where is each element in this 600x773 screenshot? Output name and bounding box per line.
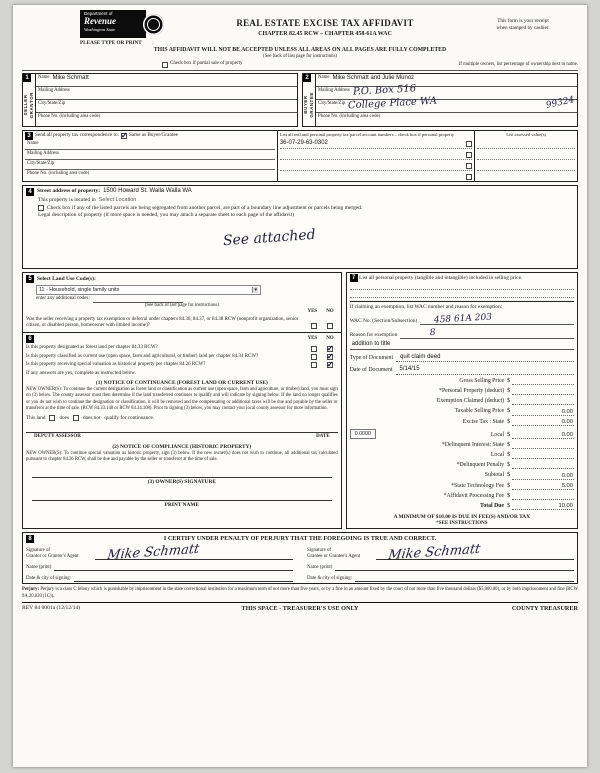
- tax-correspondence-section: [22, 130, 578, 182]
- total-due-label: Total Due: [479, 503, 505, 510]
- tax-computation-section: [346, 272, 578, 529]
- dollar-sign: $: [507, 387, 510, 394]
- assessed-value-field-2[interactable]: [477, 149, 575, 160]
- segregated-label: Check box if any of the listed parcels are being segregated from another parcel, are part of a boundary line adjustment or parcels being merged.: [47, 204, 363, 211]
- section-7-badge: 7: [350, 274, 358, 282]
- fee-row-exemption: [350, 398, 574, 405]
- see-back-note: (See back of last page for instructions): [262, 54, 338, 60]
- see-instructions-note: *SEE INSTRUCTIONS: [436, 521, 488, 527]
- section-6-badge: 6: [26, 335, 34, 343]
- logo-state-text: Washington State: [84, 26, 116, 32]
- type-of-document-field[interactable]: quit claim deed: [396, 354, 574, 363]
- buyer-side-label: BUYER GRANTEE: [303, 91, 315, 118]
- form-title: REAL ESTATE EXCISE TAX AFFIDAVIT: [236, 18, 414, 28]
- excise-tax-state-value: 0.00: [512, 419, 574, 426]
- delinquent-interest-local-field[interactable]: [512, 452, 574, 459]
- grantee-name-print-label: Name (print): [307, 565, 333, 571]
- partial-sale-checkbox[interactable]: [162, 62, 168, 68]
- receipt-note: [468, 10, 578, 31]
- please-type-label: PLEASE TYPE OR PRINT: [80, 39, 142, 46]
- qualify-label: qualify for continuance.: [104, 414, 155, 421]
- legal-description-label: Legal description of property (if more space is needed, you may attach a separate sheet to each page of the affidavit): [38, 212, 294, 219]
- assessed-values-header: List assessed value(s): [506, 131, 547, 137]
- fee-row-total: [350, 503, 574, 510]
- grantor-signature-label: Signature of Grantor or Grantor's Agent: [26, 548, 79, 560]
- forest-no-checkbox[interactable]: [327, 346, 333, 352]
- perjury-label: Perjury:: [22, 587, 40, 593]
- buyer-grantee-section: [302, 73, 578, 127]
- location-select[interactable]: Select Location: [98, 196, 137, 203]
- compliance-paragraph: NEW OWNER(S): To continue special valuation as historic property, sign (3) below. If the new owner(s) does not wish to continue, all additional tax calculated pursuant to chapter 84.26 RCW, shall be due and payable by the seller or transferor at the time of sale.: [26, 451, 338, 463]
- historic-no-checkbox[interactable]: [327, 362, 333, 368]
- seller-phone-label: Phone No. (including area code): [38, 114, 101, 120]
- chevron-down-icon[interactable]: [252, 287, 258, 293]
- type-of-document-label: Type of Document: [349, 354, 394, 361]
- current-use-no-checkbox[interactable]: [327, 354, 333, 360]
- dollar-sign: $: [507, 472, 510, 479]
- fee-row-gross: [350, 378, 574, 385]
- sec6-yes-header: YES: [307, 336, 318, 342]
- deputy-assessor-signature-line[interactable]: [26, 423, 338, 433]
- certify-statement: I CERTIFY UNDER PENALTY OF PERJURY THAT THE FOREGOING IS TRUE AND CORRECT.: [163, 535, 437, 543]
- seller-city-label: City/State/Zip: [38, 101, 66, 107]
- exemption-block: [350, 301, 574, 349]
- treasurer-space-label: THIS SPACE - TREASURER'S USE ONLY: [241, 604, 359, 612]
- perjury-notice: [22, 587, 578, 599]
- grantee-signature-label: Signature of Grantee or Grantee's Agent: [307, 548, 361, 560]
- additional-codes-field[interactable]: [93, 297, 183, 303]
- does-label: does: [59, 414, 69, 421]
- fee-row-tech-fee: [350, 483, 574, 490]
- owners-signature-line[interactable]: [32, 466, 332, 478]
- wac-number-label: WAC No. (Section/Subsection): [349, 318, 418, 325]
- if-yes-note: If any answers are yes, complete as instructed below.: [26, 370, 137, 377]
- current-use-question: Is this property classified as current use (open space, farm and agricultural, or timber) land per chapter 84.34 RCW?: [26, 353, 259, 359]
- seller-name-label: Name: [38, 74, 50, 80]
- warning-line: THIS AFFIDAVIT WILL NOT BE ACCEPTED UNLESS ALL AREAS ON ALL PAGES ARE FULLY COMPLETED: [153, 47, 447, 54]
- additional-codes-label: enter any additional codes:: [36, 296, 90, 302]
- buyer-name-field[interactable]: Mike Schmatt and Julie Munoz: [332, 74, 415, 81]
- fee-row-local: [350, 429, 574, 439]
- seller-side-label: SELLER GRANTOR: [23, 91, 35, 118]
- dor-logo-box: [80, 10, 146, 38]
- sec5-see-back-note: (See back of last page for instructions): [144, 302, 219, 308]
- subtotal-label: Subtotal: [484, 472, 505, 479]
- reason-handwriting: 8: [429, 327, 437, 339]
- sec6-no-header: NO: [326, 336, 334, 342]
- grantor-signature-field[interactable]: [95, 541, 293, 564]
- section-4-badge: 4: [26, 188, 34, 196]
- section-5-badge: 5: [26, 275, 34, 283]
- deputy-assessor-label: DEPUTY ASSESSOR: [34, 434, 81, 440]
- continuance-heading: (1) NOTICE OF CONTINUANCE (FOREST LAND OR CURRENT USE): [95, 379, 268, 386]
- does-not-label: does not: [82, 414, 101, 421]
- fee-row-taxable: [350, 408, 574, 415]
- legal-description-area[interactable]: [26, 220, 574, 268]
- section-8-badge: 8: [26, 535, 34, 543]
- fee-row-excise-state: [350, 419, 574, 426]
- land-use-select[interactable]: [36, 285, 261, 295]
- land-use-title: Select Land Use Code(s):: [37, 275, 96, 282]
- dollar-sign: $: [507, 408, 510, 415]
- street-address-label: Street address of property:: [37, 188, 101, 195]
- local-rate-box[interactable]: 0.0000: [350, 429, 376, 439]
- grantor-name-print-field[interactable]: [54, 565, 293, 571]
- buyer-mailing-field[interactable]: P.O. Box 516: [352, 83, 417, 98]
- dollar-sign: $: [507, 503, 510, 510]
- minimum-due-note: A MINIMUM OF $10.00 IS DUE IN FEE(S) AND/OR TAX: [393, 514, 531, 521]
- form-number: REV 84 0001a (12/12/14): [22, 605, 81, 611]
- perjury-text: Perjury is a class C felony which is punishable by imprisonment in the state correctional institution for a maximum term of not more than five years, or by a fine in an amount fixed by the court of not more than five thousand dollars ($5,000.00), or by both imprisonment and fine (RCW 9A.20.020 (1C)).: [22, 587, 578, 599]
- receipt-line-1: This form is your receipt: [497, 18, 549, 24]
- corr-phone-label: Phone No. (including area code): [27, 171, 90, 177]
- fee-row-delinquent-local: [350, 452, 574, 459]
- historic-yes-checkbox[interactable]: [311, 362, 317, 368]
- assessed-value-field-1[interactable]: [477, 138, 575, 149]
- parcel-row: [280, 160, 472, 171]
- fee-row-personal: [350, 388, 574, 395]
- reason-exemption-field[interactable]: [400, 329, 574, 339]
- taxable-selling-price-label: Taxable Selling Price: [454, 408, 505, 415]
- logo-revenue-text: Revenue: [84, 15, 116, 26]
- header: [22, 10, 578, 39]
- corr-mailing-label: Mailing Address: [27, 150, 59, 156]
- located-in-label: This property is located in: [38, 196, 96, 203]
- dollar-sign: $: [507, 462, 510, 469]
- delinquent-penalty-field[interactable]: [512, 462, 574, 469]
- fee-row-processing-fee: [350, 493, 574, 500]
- corr-name-label: Name: [27, 140, 39, 146]
- state-technology-fee-value: 5.00: [512, 483, 574, 490]
- exemption-claimed-field[interactable]: [512, 398, 574, 405]
- forest-land-question: Is this property designated as forest land per chapter 84.33 RCW?: [26, 345, 158, 351]
- total-due-value: 10.00: [512, 503, 574, 510]
- taxable-selling-price-value: 0.00: [512, 409, 574, 416]
- grantor-name-print-label: Name (print): [26, 565, 52, 571]
- personal-property-checkbox-3[interactable]: [466, 163, 472, 169]
- local-tax-label: Local: [490, 431, 505, 438]
- current-use-yes-checkbox[interactable]: [311, 354, 317, 360]
- legal-description-handwriting: See attached: [222, 227, 317, 250]
- section-2-badge: 2: [303, 74, 311, 82]
- compliance-heading: (2) NOTICE OF COMPLIANCE (HISTORIC PROPERTY): [112, 443, 252, 450]
- dollar-sign: $: [507, 398, 510, 405]
- personal-property-field-1[interactable]: [350, 282, 574, 290]
- personal-property-checkbox-4[interactable]: [466, 174, 472, 180]
- fee-row-penalty: [350, 462, 574, 469]
- dor-seal-icon: [143, 14, 164, 35]
- seller-name-field[interactable]: Mike Schmatt: [52, 74, 89, 81]
- deputy-date-label: DATE: [316, 434, 330, 440]
- delinquent-interest-local-label: Local: [490, 452, 505, 458]
- personal-property-deduct-field[interactable]: [512, 388, 574, 395]
- land-use-section: [22, 272, 342, 333]
- affidavit-processing-fee-field[interactable]: [512, 493, 574, 500]
- seller-grantor-section: [22, 73, 298, 127]
- deferral-question: Was the seller receiving a property tax exemption or deferral under chapters 84.36, 84.37, or 84.38 RCW (nonprofit organization, senior citizen, or disabled person, homeowner with limited income)?: [26, 316, 299, 329]
- dollar-sign: $: [507, 418, 510, 425]
- does-checkbox[interactable]: [49, 415, 55, 421]
- gross-selling-price-label: Gross Selling Price: [459, 377, 505, 384]
- buyer-city-label: City/State/Zip: [318, 101, 346, 107]
- same-as-buyer-label: Same as Buyer/Grantee: [128, 132, 178, 139]
- this-land-label: This land: [26, 414, 46, 421]
- local-tax-value: 0.00: [512, 432, 574, 439]
- parcel-row: [280, 138, 472, 149]
- dollar-sign: $: [507, 492, 510, 499]
- grantee-name-print-field[interactable]: [335, 565, 574, 571]
- buyer-phone-label: Phone No. (including area code): [318, 114, 381, 120]
- dollar-sign: $: [507, 431, 510, 438]
- delinquent-interest-state-label: *Delinquent Interest: State: [441, 441, 505, 448]
- continuance-paragraph: NEW OWNER(S): To continue the current designation as forest land or classification as current use (open space, farm and agriculture, or timber) land, you must sign on (3) below. The county assessor must then determine if the land transferred continues to qualify and will indicate by signing below. If the land no longer qualifies or you do not wish to continue the designation or classification, it will be removed and the compensating or additional taxes will be due and payable by the seller or transferor at the time of sale. (RCW 84.33.140 or RCW 84.34.108). Prior to signing (3) below, you may contact your local county assessor for more information.: [26, 387, 338, 411]
- gross-selling-price-field[interactable]: [512, 378, 574, 385]
- footer: [22, 602, 578, 613]
- corr-city-label: City/State/Zip: [27, 161, 55, 167]
- buyer-mailing-label: Mailing Address: [318, 87, 350, 93]
- grantor-signature-handwriting: Mike Schmatt: [106, 541, 201, 564]
- print-name-line[interactable]: [32, 489, 332, 501]
- designation-section: [22, 333, 342, 529]
- property-address-section: [22, 185, 578, 270]
- assessed-value-field-3[interactable]: [477, 160, 575, 171]
- seller-mailing-label: Mailing Address: [38, 87, 70, 93]
- forest-yes-checkbox[interactable]: [311, 346, 317, 352]
- section-3-badge: 3: [25, 132, 33, 140]
- reason-typed-value[interactable]: addition to title: [350, 341, 574, 350]
- personal-property-checkbox-2[interactable]: [466, 152, 472, 158]
- excise-tax-state-label: Excise Tax : State: [462, 418, 505, 425]
- grantee-date-city-label: Date & city of signing:: [307, 576, 353, 582]
- partial-sale-label: Check box if partial sale of property: [170, 61, 243, 67]
- buyer-name-label: Name: [318, 74, 330, 80]
- same-as-buyer-checkbox[interactable]: [121, 133, 127, 139]
- affidavit-page: [13, 5, 587, 767]
- owners-signature-label: (3) OWNER(S) SIGNATURE: [147, 479, 216, 486]
- grantor-date-city-field[interactable]: [74, 576, 293, 582]
- exemption-intro: If claiming an exemption, list WAC number and reason for exemption:: [349, 304, 503, 311]
- deferral-yes-checkbox[interactable]: [311, 323, 317, 329]
- wac-number-handwriting: 458 61A 203: [433, 312, 493, 326]
- affidavit-processing-fee-label: *Affidavit Processing Fee: [443, 492, 505, 499]
- date-of-document-field[interactable]: 5/14/15: [396, 366, 574, 375]
- fee-row-delinquent-state: [350, 442, 574, 449]
- does-not-checkbox[interactable]: [73, 415, 79, 421]
- state-technology-fee-label: *State Technology Fee: [451, 482, 505, 489]
- dollar-sign: $: [507, 377, 510, 384]
- personal-property-deduct-label: *Personal Property (deduct): [439, 387, 505, 394]
- receipt-line-2: when stamped by cashier.: [496, 24, 550, 31]
- date-of-document-label: Date of Document: [349, 367, 393, 374]
- dor-logo: [80, 10, 182, 38]
- dollar-sign: $: [507, 482, 510, 489]
- street-address-field[interactable]: 1500 Howard St. Walla Walla WA: [103, 187, 192, 194]
- send-correspondence-label: Send all property tax correspondence to:: [35, 132, 119, 139]
- grantor-date-city-label: Date & city of signing:: [26, 576, 72, 582]
- dollar-sign: $: [507, 441, 510, 448]
- wac-number-field[interactable]: [420, 312, 574, 326]
- exemption-claimed-label: Exemption Claimed (deduct): [436, 398, 505, 405]
- land-use-selected-value: 11 - Household, single family units: [39, 287, 120, 294]
- subtotal-value: 0.00: [512, 473, 574, 480]
- reason-exemption-label: Reason for exemption: [349, 332, 398, 339]
- county-treasurer-label: COUNTY TREASURER: [511, 604, 578, 612]
- multiple-owners-note: If multiple owners, list percentage of ownership next to name.: [458, 61, 578, 67]
- assessed-value-field-4[interactable]: [477, 171, 575, 181]
- parcel-row: [280, 171, 472, 181]
- sec5-yes-header: YES: [307, 308, 318, 314]
- chapter-line: CHAPTER 82.45 RCW – CHAPTER 458-61A WAC: [258, 31, 392, 38]
- grantee-signature-handwriting: Mike Schmatt: [387, 541, 482, 564]
- deferral-no-checkbox[interactable]: [327, 323, 333, 329]
- delinquent-interest-state-field[interactable]: [512, 442, 574, 449]
- print-name-label: PRINT NAME: [164, 502, 200, 509]
- logo-dept-text: Department of: [84, 11, 113, 16]
- buyer-city-field[interactable]: College Place WA: [347, 95, 438, 112]
- parcel-row: [280, 149, 472, 160]
- historic-question: Is this property receiving special valuation as historical property per chapter 84.26 RCW?: [26, 361, 206, 367]
- segregated-checkbox[interactable]: [38, 205, 44, 211]
- certification-section: [22, 532, 578, 584]
- personal-property-checkbox-1[interactable]: [466, 141, 472, 147]
- personal-property-field-2[interactable]: [350, 290, 574, 298]
- dollar-sign: $: [507, 452, 510, 458]
- grantee-date-city-field[interactable]: [355, 576, 574, 582]
- fee-row-subtotal: [350, 472, 574, 479]
- sec5-no-header: NO: [326, 308, 334, 314]
- parcel-number-field[interactable]: 36-07-29-63-0302: [279, 139, 328, 146]
- personal-property-label: List all personal property (tangible and intangible) included in selling price.: [359, 275, 523, 282]
- delinquent-penalty-label: *Delinquent Penalty: [456, 462, 505, 469]
- section-1-badge: 1: [23, 74, 31, 82]
- parcel-header: List all real and personal property tax parcel account numbers – check box if personal property: [279, 131, 455, 137]
- buyer-zip-handwriting: 99324: [545, 94, 576, 111]
- grantee-signature-field[interactable]: [376, 541, 574, 564]
